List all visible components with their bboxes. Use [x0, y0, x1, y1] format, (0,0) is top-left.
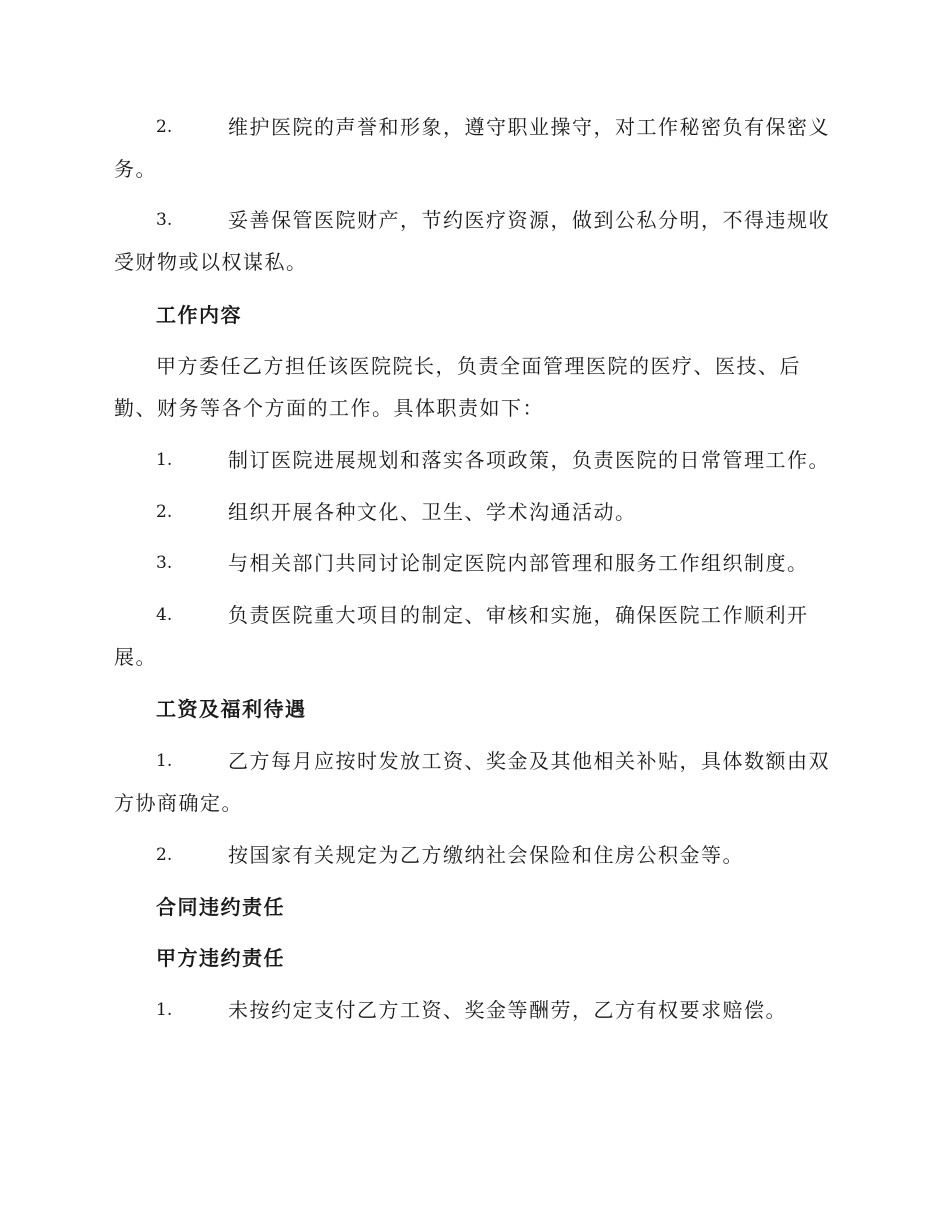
- list-item: [114, 989, 834, 1031]
- item-text: 妥善保管医院财产，节约医疗资源，做到公私分明，不得违规收受财物或以权谋私。: [114, 208, 830, 274]
- item-text: 维护医院的声誉和形象，遵守职业操守，对工作秘密负有保密义务。: [114, 115, 830, 181]
- list-item: [114, 106, 834, 190]
- item-text: 负责医院重大项目的制定、审核和实施，确保医院工作顺利开展。: [114, 603, 809, 669]
- section-heading: 合同违约责任: [156, 895, 285, 919]
- list-item: [114, 834, 834, 876]
- item-number: 1.: [156, 450, 173, 470]
- item-text: 制订医院进展规划和落实各项政策，负责医院的日常管理工作。: [228, 448, 830, 472]
- section-heading: 工作内容: [156, 303, 242, 327]
- item-text: 乙方每月应按时发放工资、奖金及其他相关补贴，具体数额由双方协商确定。: [114, 749, 830, 815]
- item-number: 3.: [156, 210, 173, 230]
- item-number: 1.: [156, 1000, 173, 1020]
- paragraph: 甲方委任乙方担任该医院院长，负责全面管理医院的医疗、医技、后勤、财务等各个方面的工作。具体职责如下：: [114, 354, 801, 420]
- item-number: 4.: [156, 605, 173, 625]
- item-number: 2.: [156, 502, 173, 522]
- item-text: 未按约定支付乙方工资、奖金等酬劳，乙方有权要求赔偿。: [228, 998, 787, 1022]
- list-item: [114, 594, 834, 678]
- section-heading: 甲方违约责任: [156, 946, 285, 970]
- item-number: 2.: [156, 845, 173, 865]
- list-item: [114, 542, 834, 584]
- item-number: 1.: [156, 751, 173, 771]
- item-number: 3.: [156, 553, 173, 573]
- list-item: [114, 491, 834, 533]
- item-text: 按国家有关规定为乙方缴纳社会保险和住房公积金等。: [228, 843, 744, 867]
- item-text: 与相关部门共同讨论制定医院内部管理和服务工作组织制度。: [228, 551, 809, 575]
- list-item: [114, 740, 834, 824]
- item-number: 2.: [156, 117, 173, 137]
- list-item: [114, 439, 834, 481]
- list-item: [114, 199, 834, 283]
- section-heading: 工资及福利待遇: [156, 697, 307, 721]
- item-text: 组织开展各种文化、卫生、学术沟通活动。: [228, 500, 637, 524]
